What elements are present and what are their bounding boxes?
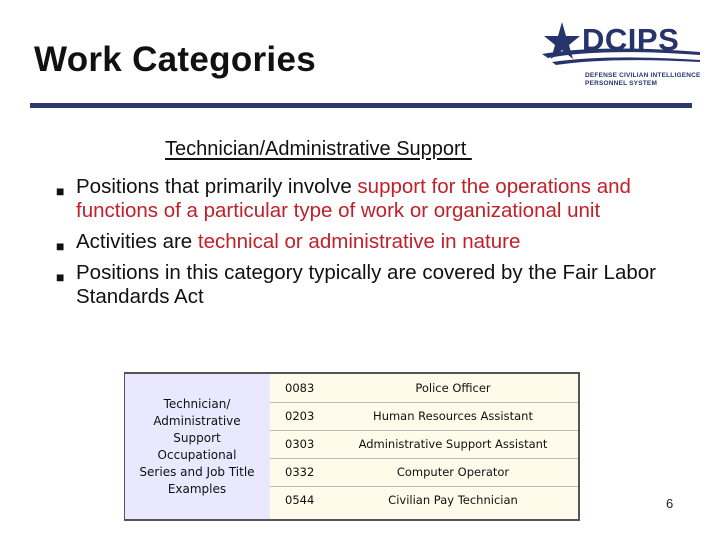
table-label-cell <box>125 374 269 519</box>
bullet-item-2 <box>56 230 676 254</box>
table-label-line: Examples <box>167 481 227 496</box>
series-code: 0303 <box>285 437 315 451</box>
job-title: Civilian Pay Technician <box>388 493 518 507</box>
row-divider <box>270 402 578 403</box>
logo-subtitle-line1: DEFENSE CIVILIAN INTELLIGENCE <box>585 72 701 79</box>
job-title: Administrative Support Assistant <box>358 437 548 451</box>
series-code: 0203 <box>285 409 315 423</box>
series-code: 0083 <box>285 381 315 395</box>
logo-wordmark: DCIPS <box>582 22 680 57</box>
page-number: 6 <box>666 496 674 511</box>
table-row <box>270 430 578 458</box>
table-label-line: Series and Job Title <box>139 464 255 479</box>
square-bullet-icon: ■ <box>56 238 65 254</box>
row-divider <box>270 486 578 487</box>
square-bullet-icon: ■ <box>56 269 65 285</box>
occupational-series-table <box>124 372 580 521</box>
table-row <box>270 402 578 430</box>
table-label-line: Occupational <box>157 447 237 462</box>
dcips-logo <box>540 14 702 90</box>
slide-title: Work Categories <box>34 40 316 79</box>
table-row <box>270 486 578 514</box>
bullet-text: Positions that primarily involve <box>76 175 358 198</box>
series-code: 0332 <box>285 465 315 479</box>
table-row <box>270 458 578 486</box>
table-label-line: Administrative <box>153 413 241 428</box>
category-subheading: Technician/Administrative Support <box>165 138 472 160</box>
row-divider <box>270 458 578 459</box>
table-label-line: Technician/ <box>163 396 231 411</box>
bullet-item-3 <box>56 261 676 309</box>
job-title: Human Resources Assistant <box>373 409 533 423</box>
square-bullet-icon: ■ <box>56 183 65 199</box>
job-title: Police Officer <box>415 381 491 395</box>
job-title: Computer Operator <box>396 465 510 479</box>
title-divider <box>30 103 692 108</box>
bullet-text: Activities are <box>76 230 198 253</box>
table-label-line: Support <box>173 430 221 445</box>
table-row <box>270 374 578 402</box>
row-divider <box>270 430 578 431</box>
logo-subtitle-line2: PERSONNEL SYSTEM <box>585 80 658 87</box>
logo-subtitle <box>585 72 701 88</box>
series-code: 0544 <box>285 493 315 507</box>
bullet-highlight: technical or administrative in nature <box>197 230 521 253</box>
table-body <box>270 374 578 519</box>
bullet-text: Positions in this category typically are covered by the Fair Labor Standards Act <box>76 261 656 308</box>
bullet-item-1 <box>56 175 676 223</box>
bullet-list <box>56 175 676 316</box>
bullet-highlight: support for the operations and functions of a particular type of work or organizational unit <box>76 175 631 222</box>
